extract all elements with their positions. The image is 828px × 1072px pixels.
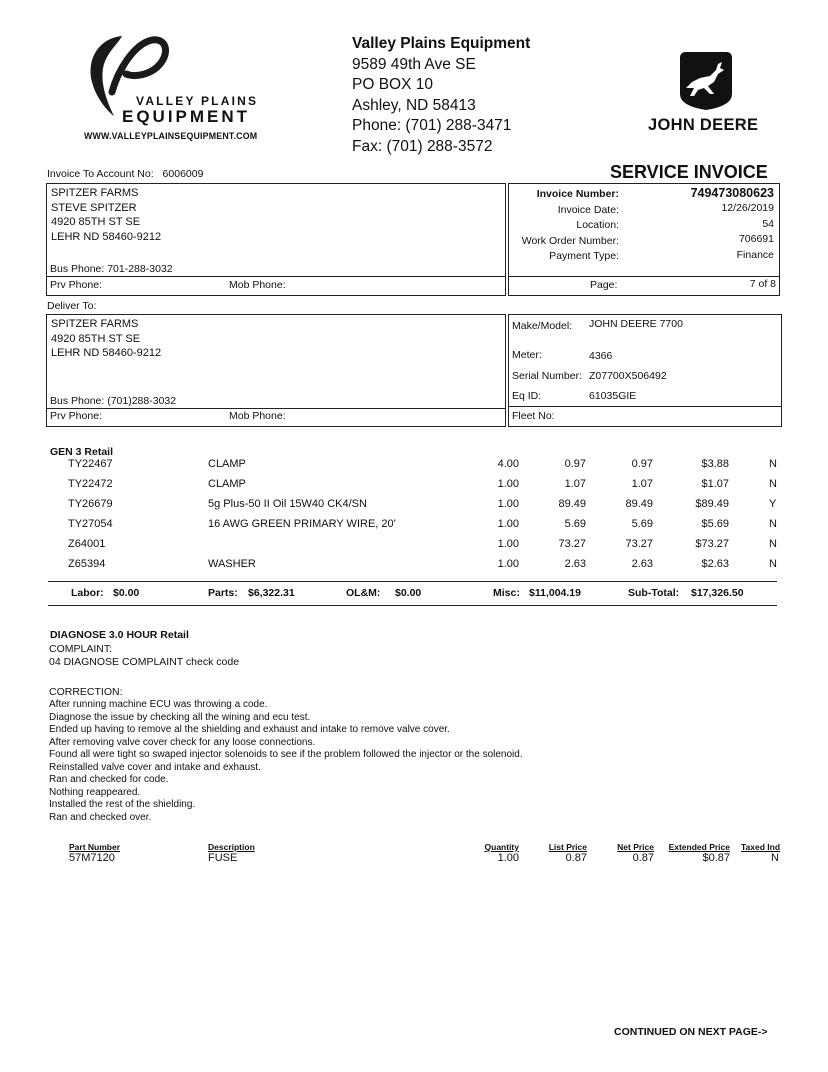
invoice-number: 749473080623	[690, 186, 774, 200]
dealer-city: Ashley, ND 58413	[352, 96, 476, 114]
dealer-fax: Fax: (701) 288-3572	[352, 137, 493, 155]
col-list-price: List Price	[548, 842, 587, 852]
page-number: 7 of 8	[749, 278, 776, 290]
part-list-price: 2.63	[564, 558, 586, 570]
invoice-prv-phone: Prv Phone:	[50, 279, 102, 291]
part-extended-price: $0.87	[702, 852, 730, 864]
part-extended-price: $2.63	[701, 558, 729, 570]
deliver-to-line: SPITZER FARMS	[51, 318, 139, 330]
page-title: SERVICE INVOICE	[610, 162, 768, 182]
correction-line: Ended up having to remove al the shielding and exhaust and intake to remove valve cover.	[49, 724, 450, 735]
correction-line: Diagnose the issue by checking all the wining and ecu test.	[49, 711, 311, 723]
table-row	[0, 852, 828, 868]
location-label: Location:	[576, 219, 619, 231]
location-value: 54	[762, 217, 774, 230]
part-extended-price: $1.07	[701, 478, 729, 490]
brand-logo	[640, 48, 770, 138]
part-number: TY26679	[68, 498, 113, 510]
part-net-price: 0.87	[632, 852, 654, 864]
part-quantity: 1.00	[497, 518, 519, 530]
part-number: TY27054	[68, 518, 113, 530]
table-row	[0, 498, 828, 518]
col-quantity: Quantity	[484, 842, 519, 852]
payment-type-label: Payment Type:	[549, 250, 619, 262]
complaint-label: COMPLAINT:	[49, 643, 113, 655]
olm-label: OL&M:	[346, 587, 381, 599]
olm-value: $0.00	[395, 587, 422, 599]
table-row	[0, 538, 828, 558]
part-number: 57M7120	[69, 852, 115, 864]
correction-text	[49, 699, 523, 824]
logo-line2: EQUIPMENT	[122, 107, 251, 126]
part-extended-price: $3.88	[701, 458, 729, 470]
part-description: CLAMP	[208, 478, 246, 490]
invoice-info-labels	[509, 187, 619, 265]
col-extended-price: Extended Price	[668, 842, 730, 852]
continued-footer: CONTINUED ON NEXT PAGE->	[614, 1026, 768, 1038]
parts-value: $6,322.31	[248, 587, 295, 599]
part-quantity: 1.00	[497, 852, 519, 864]
labor-value: $0.00	[113, 587, 140, 599]
invoice-date: 12/26/2019	[721, 202, 774, 214]
parts-label: Parts:	[208, 587, 238, 599]
page-label: Page:	[590, 279, 618, 291]
deliver-to-line: 4920 85TH ST SE	[51, 332, 141, 345]
part-taxed: N	[769, 458, 777, 470]
table-row	[0, 458, 828, 478]
work-order-label: Work Order Number:	[521, 234, 619, 247]
table-row	[0, 518, 828, 538]
subtotal-value: $17,326.50	[691, 587, 744, 599]
part-taxed: Y	[769, 498, 777, 510]
part-number: TY22472	[68, 478, 113, 490]
meter-value: 4366	[589, 350, 613, 362]
dealer-logo	[80, 30, 280, 145]
col-net-price: Net Price	[617, 842, 654, 852]
labor-label: Labor:	[71, 587, 104, 599]
part-list-price: 5.69	[564, 518, 586, 530]
deliver-prv-phone: Prv Phone:	[50, 410, 102, 422]
correction-line: Nothing reappeared.	[49, 786, 141, 798]
part-number: TY22467	[68, 458, 113, 470]
part-quantity: 4.00	[497, 458, 519, 470]
deliver-to-line: LEHR ND 58460-9212	[51, 347, 162, 359]
table-row	[0, 478, 828, 498]
meter-label: Meter:	[512, 349, 542, 361]
subtotal-label: Sub-Total:	[628, 587, 680, 599]
part-net-price: 73.27	[625, 538, 653, 550]
invoice-to-address	[51, 186, 161, 244]
deliver-to-address	[51, 317, 161, 361]
part-list-price: 0.87	[565, 852, 587, 864]
part-taxed: N	[769, 478, 777, 490]
eq-id-value: 61035GIE	[589, 390, 637, 402]
dealer-address2: PO BOX 10	[352, 76, 433, 93]
invoice-to-line: STEVE SPITZER	[51, 201, 137, 214]
dealer-phone: Phone: (701) 288-3471	[352, 117, 512, 134]
correction-line: After running machine ECU was throwing a code.	[49, 699, 268, 710]
logo-line1: VALLEY PLAINS	[136, 94, 259, 108]
part-net-price: 1.07	[631, 478, 653, 490]
part-list-price: 73.27	[558, 538, 586, 550]
invoice-date-label: Invoice Date:	[557, 203, 619, 216]
serial-label: Serial Number:	[512, 370, 583, 382]
col-part-number: Part Number	[69, 842, 121, 852]
invoice-info-values	[640, 185, 774, 263]
part-net-price: 2.63	[631, 558, 653, 570]
dealer-address	[352, 34, 530, 157]
part-list-price: 0.97	[564, 458, 586, 470]
part-description: WASHER	[208, 558, 256, 570]
correction-line: Found all were tight so swaped injector solenoids to see if the problem followed the injector or the solenoid.	[49, 749, 523, 760]
part-description: 16 AWG GREEN PRIMARY WIRE, 20'	[208, 518, 396, 530]
work-order-value: 706691	[738, 233, 774, 245]
correction-line: After removing valve cover check for any loose connections.	[49, 736, 316, 748]
table-row	[0, 558, 828, 578]
section2-title: DIAGNOSE 3.0 HOUR Retail	[50, 629, 189, 641]
dealer-name: Valley Plains Equipment	[352, 35, 531, 52]
invoice-to-line: 4920 85TH ST SE	[51, 216, 141, 228]
invoice-to-label	[47, 168, 203, 180]
col-description: Description	[208, 842, 255, 852]
part-net-price: 0.97	[631, 458, 653, 470]
part-quantity: 1.00	[497, 478, 519, 490]
part-taxed: N	[769, 558, 777, 570]
misc-value: $11,004.19	[529, 587, 581, 599]
part-quantity: 1.00	[497, 498, 519, 510]
misc-label: Misc:	[493, 587, 520, 599]
section1-title: GEN 3 Retail	[50, 446, 114, 458]
part-quantity: 1.00	[497, 558, 519, 570]
invoice-to-line: LEHR ND 58460-9212	[51, 230, 162, 243]
serial-value: Z07700X506492	[589, 370, 667, 382]
part-extended-price: $5.69	[701, 518, 729, 530]
part-description: 5g Plus-50 II Oil 15W40 CK4/SN	[208, 498, 367, 510]
part-description: FUSE	[208, 852, 238, 864]
correction-line: Ran and checked for code.	[49, 774, 169, 785]
payment-type-value: Finance	[736, 248, 774, 261]
deer-emblem-icon	[674, 48, 738, 112]
deliver-bus-phone: Bus Phone: (701)288-3032	[50, 395, 177, 407]
brand-name: JOHN DEERE	[648, 116, 759, 134]
correction-line: Reinstalled valve cover and intake and exhaust.	[49, 761, 261, 773]
invoice-to-line: SPITZER FARMS	[51, 187, 139, 199]
part-taxed: N	[769, 538, 777, 550]
make-model-label: Make/Model:	[512, 320, 573, 332]
part-taxed: N	[769, 518, 777, 530]
invoice-number-label: Invoice Number:	[536, 188, 619, 200]
eq-id-label: Eq ID:	[512, 390, 542, 402]
part-net-price: 89.49	[625, 498, 653, 510]
part-list-price: 89.49	[558, 498, 586, 510]
correction-line: Installed the rest of the shielding.	[49, 799, 196, 810]
invoice-bus-phone: Bus Phone: 701-288-3032	[50, 263, 173, 275]
part-quantity: 1.00	[497, 538, 519, 550]
make-model-value: JOHN DEERE 7700	[589, 318, 683, 330]
deliver-mob-phone: Mob Phone:	[229, 410, 286, 422]
dealer-address1: 9589 49th Ave SE	[352, 55, 476, 73]
fleet-label: Fleet No:	[512, 410, 555, 422]
part-taxed: N	[771, 852, 779, 864]
deliver-to-label: Deliver To:	[47, 300, 97, 312]
invoice-mob-phone: Mob Phone:	[229, 279, 286, 291]
account-number: 6006009	[162, 168, 204, 180]
dealer-website: WWW.VALLEYPLAINSEQUIPMENT.COM	[84, 131, 258, 141]
part-description: CLAMP	[208, 458, 246, 470]
part-net-price: 5.69	[631, 518, 653, 530]
part-extended-price: $73.27	[695, 538, 729, 550]
correction-line: Ran and checked over.	[49, 811, 152, 823]
correction-label: CORRECTION:	[49, 686, 123, 698]
invoice-to-text: Invoice To Account No:	[47, 168, 154, 180]
part-list-price: 1.07	[564, 478, 586, 490]
col-taxed: Taxed Ind	[741, 842, 781, 852]
part-extended-price: $89.49	[695, 498, 729, 510]
complaint-line: 04 DIAGNOSE COMPLAINT check code	[49, 656, 240, 668]
part-number: Z65394	[68, 558, 106, 570]
part-number: Z64001	[68, 538, 106, 550]
